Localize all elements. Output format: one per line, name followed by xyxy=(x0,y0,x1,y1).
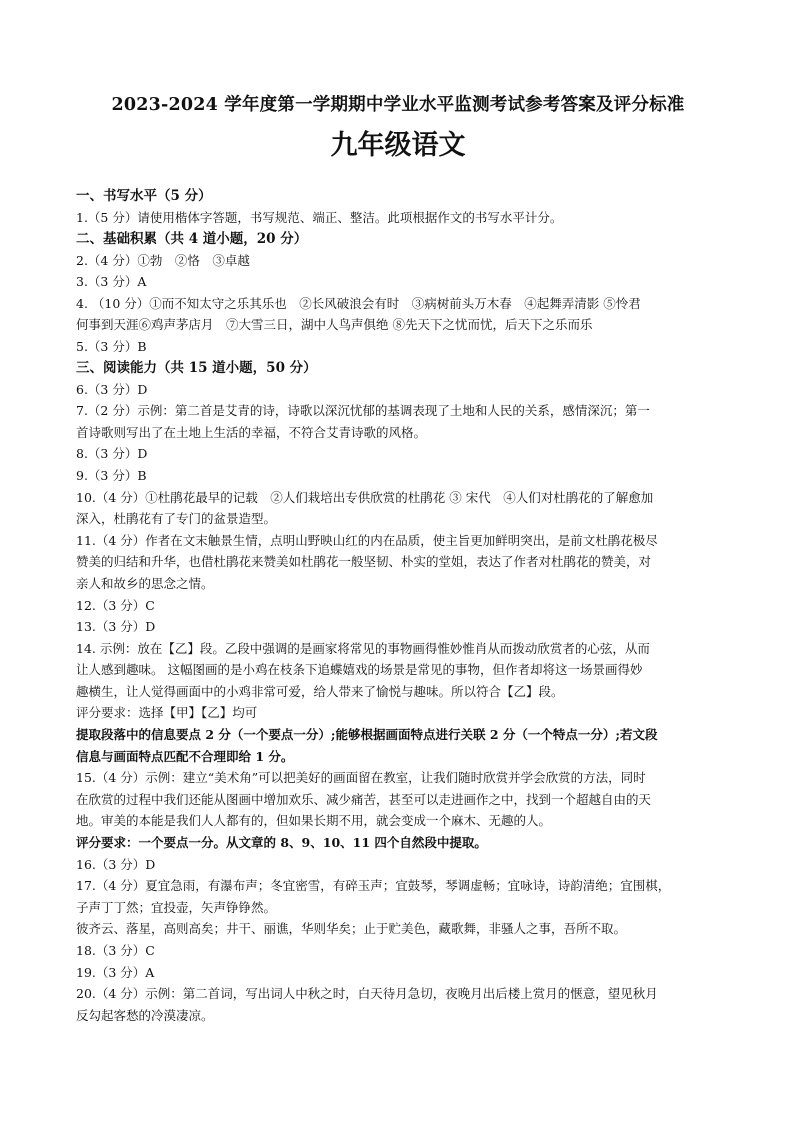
answer-q11-line2: 赞美的归结和升华，也借杜鹃花来赞美如杜鹃花一般坚韧、朴实的堂姐，表达了作者对杜鹃花的赞美，对 xyxy=(76,554,652,570)
document-title: 2023-2024 学年度第一学期期中学业水平监测考试参考答案及评分标准 xyxy=(111,95,685,115)
answer-q20-line1: 20.（4 分）示例：第二首词，写出词人中秋之时，白天待月急切，夜晚月出后楼上赏月的惬意，望见秋月 xyxy=(76,986,658,1002)
answer-q11-line1: 11.（4 分）作者在文末触景生情，点明山野映山红的内在品质，使主旨更加鲜明突出，是前文杜鹃花极尽 xyxy=(76,532,658,548)
section-heading-writing: 一、书写水平（5 分） xyxy=(76,188,212,204)
answer-q19: 19.（3 分）A xyxy=(76,964,155,980)
answer-q14-line2: 让人感到趣味。 这幅图画的是小鸡在枝条下追蝶嬉戏的场景是常见的事物，但作者却将这一场景画得妙 xyxy=(76,662,643,678)
answer-q4-line1: 4. （10 分）①而不知太守之乐其乐也 ②长风破浪会有时 ③病树前头万木春 ④起舞弄清影 ⑤怜君 xyxy=(76,295,641,311)
answer-q7-line2: 首诗歌则写出了在土地上生活的幸福，不符合艾青诗歌的风格。 xyxy=(76,424,427,440)
section-heading-reading: 三、阅读能力（共 15 道小题，50 分） xyxy=(76,359,317,376)
answer-q12: 12.（3 分）C xyxy=(76,597,155,613)
answer-q15-line2: 在欣赏的过程中我们还能从图画中增加欢乐、减少痛苦，甚至可以走进画作之中，找到一个超越自由的天 xyxy=(76,791,652,807)
answer-q9: 9.（3 分）B xyxy=(76,467,147,483)
answer-q15-line1: 15.（4 分）示例：建立“美术角”可以把美好的画面留在教室，让我们随时欣赏并学会欣赏的方法，同时 xyxy=(76,770,646,786)
answer-q8: 8.（3 分）D xyxy=(76,446,148,462)
answer-q14-line3: 趣横生，让人觉得画面中的小鸡非常可爱，给人带来了愉悦与趣味。所以符合【乙】段。 xyxy=(76,683,564,699)
answer-q4-line2: 何事到天涯⑥鸡声茅店月 ⑦大雪三日，湖中人鸟声俱绝 ⑧先天下之忧而忧，后天下之乐而乐 xyxy=(76,317,593,333)
scoring-note-q14: 评分要求：选择【甲】【乙】均可 xyxy=(76,705,258,721)
answer-q17-line2: 子声丁丁然；宜投壶，矢声铮铮然。 xyxy=(76,899,277,915)
answer-q13: 13.（3 分）D xyxy=(76,619,156,635)
scoring-detail-q14-line1: 提取段落中的信息要点 2 分（一个要点一分）;能够根据画面特点进行关联 2 分（一个特点一分）;若文段 xyxy=(76,727,658,743)
answer-q11-line3: 亲人和故乡的思念之情。 xyxy=(76,575,214,591)
scoring-detail-q14-line2: 信息与画面特点匹配不合理即给 1 分。 xyxy=(76,748,294,764)
answer-q1: 1.（5 分）请使用楷体字答题，书写规范、端正、整洁。此项根据作文的书写水平计分。 xyxy=(76,210,563,225)
answer-q17-line1: 17.（4 分）夏宜急雨，有瀑布声；冬宜密雪，有碎玉声；宜鼓琴，琴调虚畅；宜咏诗，诗韵清绝；宜围棋， xyxy=(76,878,671,894)
answer-q16: 16.（3 分）D xyxy=(76,856,156,872)
answer-q15-line3: 地。审美的本能是我们人人都有的，但如果长期不用，就会变成一个麻木、无趣的人。 xyxy=(76,813,552,829)
answer-q20-line2: 反勾起客愁的冷漠凄凉。 xyxy=(76,1007,214,1023)
answer-q17-line3: 彼齐云、落星，高则高矣；井干、丽谯，华则华矣；止于贮美色，藏歌舞，非骚人之事，吾所不取。 xyxy=(76,921,627,937)
answer-q10-line2: 深入，杜鹃花有了专门的盆景造型。 xyxy=(76,511,277,527)
answer-q7-line1: 7.（2 分）示例：第二首是艾青的诗，诗歌以深沉忧郁的基调表现了土地和人民的关系，感情深沉；第一 xyxy=(76,403,650,419)
answer-q6: 6.（3 分）D xyxy=(76,381,148,397)
answer-sheet-page xyxy=(76,92,720,1026)
section-heading-basics: 二、基础积累（共 4 道小题，20 分） xyxy=(76,230,308,247)
answer-q14-line1: 14. 示例：放在【乙】段。乙段中强调的是画家将常见的事物画得惟妙惟肖从而拨动欣赏者的心弦，从而 xyxy=(76,640,650,656)
answer-q2: 2.（4 分）①勃 ②恪 ③卓越 xyxy=(76,252,250,268)
scoring-note-q15: 评分要求：一个要点一分。从文章的 8、9、10、11 四个自然段中提取。 xyxy=(76,835,487,851)
answer-q3: 3.（3 分）A xyxy=(76,274,147,290)
document-subtitle: 九年级语文 xyxy=(330,130,466,161)
answer-q5: 5.（3 分）B xyxy=(76,338,147,354)
answer-q10-line1: 10.（4 分）①杜鹃花最早的记载 ②人们栽培出专供欣赏的杜鹃花 ③ 宋代 ④人们对杜鹃花的了解愈加 xyxy=(76,489,654,505)
answer-q18: 18.（3 分）C xyxy=(76,943,155,958)
